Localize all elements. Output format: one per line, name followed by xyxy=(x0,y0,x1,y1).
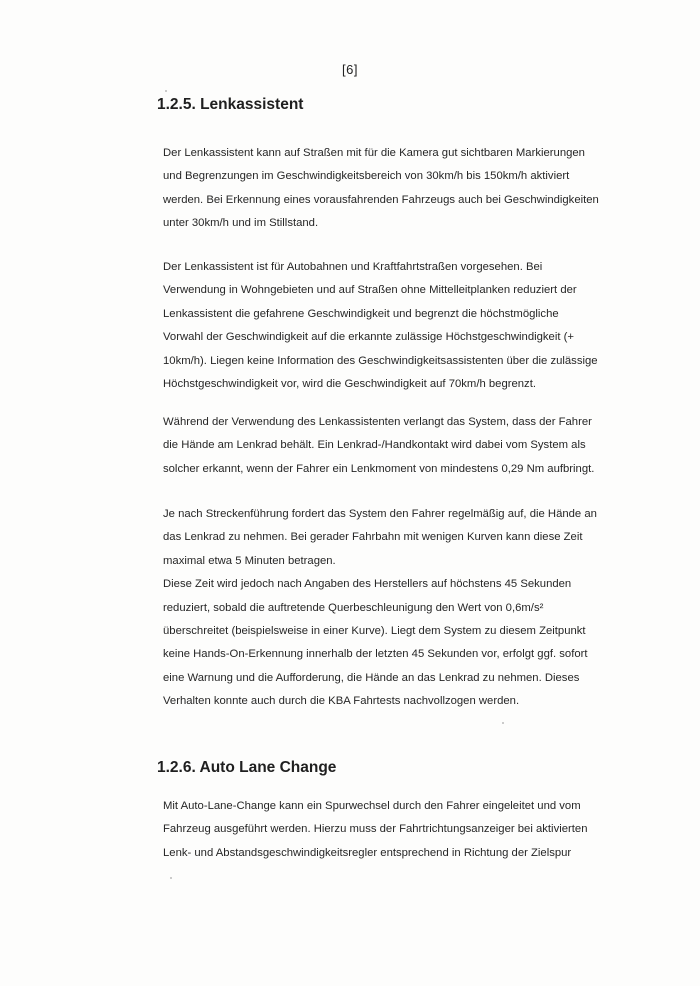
text-line: Verwendung in Wohngebieten und auf Straßen ohne Mittelleitplanken reduziert der xyxy=(163,284,577,297)
text-line: Während der Verwendung des Lenkassistenten verlangt das System, dass der Fahrer xyxy=(163,416,592,428)
paragraph xyxy=(163,256,603,396)
text-line: werden. Bei Erkennung eines vorausfahrenden Fahrzeugs auch bei Geschwindigkeiten xyxy=(163,193,599,206)
text-line: unter 30km/h und im Stillstand. xyxy=(163,217,319,230)
text-line: Lenk- und Abstandsgeschwindigkeitsregler entsprechend in Richtung der Zielspur xyxy=(163,846,572,859)
text-line: das Lenkrad zu nehmen. Bei gerader Fahrbahn mit wenigen Kurven kann diese Zeit xyxy=(163,531,583,544)
text-line: eine Warnung und die Aufforderung, die Hände an das Lenkrad zu nehmen. Dieses xyxy=(163,671,580,684)
text-line: Diese Zeit wird jedoch nach Angaben des Herstellers auf höchstens 45 Sekunden xyxy=(163,578,572,591)
text-line: Vorwahl der Geschwindigkeit auf die erkannte zulässige Höchstgeschwindigkeit (+ xyxy=(163,331,574,344)
text-line: die Hände am Lenkrad behält. Ein Lenkrad-/Handkontakt wird dabei vom System als xyxy=(163,439,586,452)
text-line: Lenkassistent die gefahrene Geschwindigkeit und begrenzt die höchstmögliche xyxy=(163,307,559,320)
text-line: reduziert, sobald die auftretende Querbeschleunigung den Wert von 0,6m/s² xyxy=(163,601,544,614)
page-number: [6] xyxy=(342,62,358,77)
paragraph xyxy=(163,795,603,865)
text-line: 10km/h). Liegen keine Information des Geschwindigkeitsassistenten über die zulässige xyxy=(163,354,598,367)
scan-speck xyxy=(170,877,172,879)
text-line: Fahrzeug ausgeführt werden. Hierzu muss der Fahrtrichtungsanzeiger bei aktivierten xyxy=(163,823,588,836)
section-heading-auto-lane-change: 1.2.6. Auto Lane Change xyxy=(157,759,337,776)
section-heading-lenkassistent: 1.2.5. Lenkassistent xyxy=(157,96,304,113)
text-line: Je nach Streckenführung fordert das System den Fahrer regelmäßig auf, die Hände an xyxy=(163,508,597,520)
text-line: solcher erkannt, wenn der Fahrer ein Lenkmoment von mindestens 0,29 Nm aufbringt. xyxy=(163,462,595,475)
scan-speck xyxy=(502,722,504,724)
text-line: maximal etwa 5 Minuten betragen. xyxy=(163,554,336,567)
text-line: überschreitet (beispielsweise in einer Kurve). Liegt dem System zu diesem Zeitpunkt xyxy=(163,625,586,638)
scan-speck xyxy=(165,90,167,92)
text-line: Der Lenkassistent kann auf Straßen mit für die Kamera gut sichtbaren Markierungen xyxy=(163,147,585,159)
text-line: Mit Auto-Lane-Change kann ein Spurwechsel durch den Fahrer eingeleitet und vom xyxy=(163,800,581,812)
text-line: Höchstgeschwindigkeit vor, wird die Geschwindigkeit auf 70km/h begrenzt. xyxy=(163,378,536,391)
paragraph xyxy=(163,503,603,714)
paragraph xyxy=(163,142,603,236)
paragraph xyxy=(163,411,603,481)
text-line: und Begrenzungen im Geschwindigkeitsbereich von 30km/h bis 150km/h aktiviert xyxy=(163,170,570,183)
text-line: keine Hands-On-Erkennung innerhalb der letzten 45 Sekunden vor, erfolgt ggf. sofort xyxy=(163,648,588,661)
text-line: Verhalten konnte auch durch die KBA Fahrtests nachvollzogen werden. xyxy=(163,695,520,708)
text-line: Der Lenkassistent ist für Autobahnen und Kraftfahrtstraßen vorgesehen. Bei xyxy=(163,261,543,273)
